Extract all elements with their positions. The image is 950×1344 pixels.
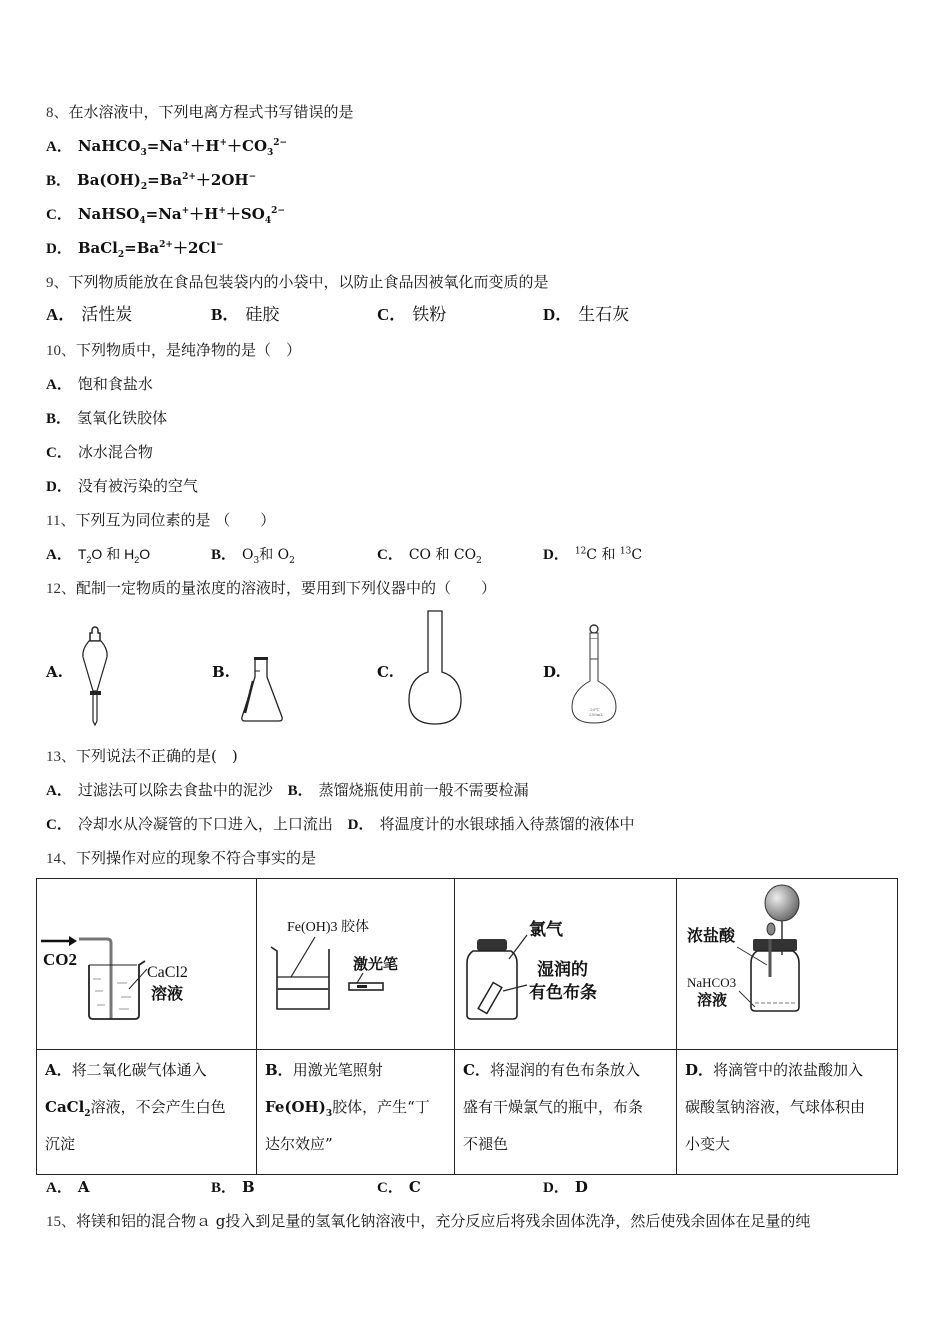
option-letter: A． [46, 377, 72, 393]
option-text: 氢氧化铁胶体 [77, 409, 168, 427]
option-text: 冷却水从冷凝管的下口进入，上口流出 [77, 815, 333, 833]
svg-text:湿润的: 湿润的 [537, 960, 588, 980]
question-number: 8、 [46, 105, 69, 121]
question-number: 11、 [46, 513, 76, 529]
option-formula: $NaHSO_4=Na^++H^++SO_4^{2-}$ [77, 205, 285, 226]
svg-text:Fe(OH)3 胶体: Fe(OH)3 胶体 [287, 920, 370, 935]
option-formula: $Ba(OH)_2=Ba^{2+}+2OH^-$ [77, 171, 257, 192]
option-letter: D． [685, 1061, 714, 1079]
question-12-stem [46, 578, 496, 599]
q9-option-a[interactable] [46, 305, 132, 325]
question-15-stem [46, 1211, 810, 1232]
svg-text:20℃: 20℃ [590, 707, 600, 712]
description-line: 将滴管中的浓盐酸加入 [713, 1061, 864, 1079]
q10-option-c[interactable] [46, 442, 153, 463]
option-letter: B． [46, 411, 72, 427]
q13-option-c[interactable] [46, 815, 333, 833]
q8-option-d[interactable] [46, 238, 224, 259]
figure-c-cell [455, 879, 677, 1050]
option-text: $^{12}$C 和 $^{13}$C [574, 546, 643, 563]
svg-text:氯气: 氯气 [529, 920, 563, 940]
description-line: 碳酸氢钠溶液，气球体积由 [685, 1098, 866, 1116]
option-letter: C． [463, 1061, 490, 1079]
erlenmeyer-flask-icon[interactable] [238, 655, 288, 725]
question-text: 配制一定物质的量浓度的溶液时，要用到下列仪器中的（ ） [76, 579, 497, 597]
option-letter: B． [211, 547, 237, 563]
question-11-stem [46, 510, 275, 531]
description-line: 达尔效应” [265, 1135, 333, 1153]
option-letter: C． [377, 547, 403, 563]
volumetric-flask-icon[interactable] [568, 623, 620, 727]
question-text: 下列操作对应的现象不符合事实的是 [76, 849, 317, 867]
option-letter: A． [46, 547, 72, 563]
svg-text:250mL: 250mL [589, 712, 604, 717]
description-line: 将二氧化碳气体通入 [71, 1061, 207, 1079]
question-10-stem [46, 340, 301, 361]
svg-text:溶液: 溶液 [697, 991, 728, 1009]
question-8-stem [46, 102, 354, 123]
figure-b-cell [257, 879, 455, 1050]
question-number: 15、 [46, 1214, 77, 1230]
option-letter: D. [543, 663, 561, 681]
option-text: 将温度计的水银球插入待蒸馏的液体中 [379, 815, 635, 833]
option-text: 过滤法可以除去食盐中的泥沙 [77, 781, 273, 799]
co2-cacl2-beaker-figure [37, 879, 255, 1047]
q11-options [46, 544, 846, 564]
q13-options-row2 [46, 814, 635, 835]
option-text: 硅胶 [245, 305, 280, 325]
q11-option-d[interactable] [543, 544, 642, 565]
option-letter: C． [46, 445, 72, 461]
svg-text:溶液: 溶液 [151, 984, 184, 1003]
option-text: $O_3$和 $O_2$ [242, 547, 295, 566]
option-letter: C. [377, 663, 394, 681]
option-formula: $BaCl_2=Ba^{2+}+2Cl^-$ [77, 239, 224, 260]
option-letter: A． [46, 1180, 72, 1196]
round-bottom-flask-icon[interactable] [405, 610, 465, 726]
description-line: 沉淀 [45, 1135, 76, 1153]
option-letter: D． [46, 479, 72, 495]
question-text: 在水溶液中，下列电离方程式书写错误的是 [68, 103, 354, 121]
option-text: 没有被污染的空气 [77, 477, 198, 495]
question-text: 下列互为同位素的是 （ ） [75, 511, 276, 529]
q8-option-c[interactable] [46, 204, 285, 225]
separatory-funnel-icon[interactable] [75, 625, 115, 727]
question-text: 将镁和铝的混合物ａ g投入到足量的氢氧化钠溶液中，充分反应后将残余固体洗净，然后使残余固体在足量的纯 [76, 1212, 811, 1230]
q8-option-a[interactable] [46, 136, 287, 157]
question-number: 9、 [46, 275, 69, 291]
svg-text:浓盐酸: 浓盐酸 [687, 926, 736, 945]
option-letter: B. [212, 663, 230, 681]
question-number: 14、 [46, 851, 77, 867]
option-letter: B． [46, 173, 72, 189]
option-letter: B． [265, 1061, 293, 1079]
figure-a-cell [37, 879, 257, 1050]
description-line: 不褪色 [463, 1135, 509, 1153]
description-line: 将湿润的有色布条放入 [489, 1061, 640, 1079]
question-number: 12、 [46, 581, 77, 597]
q14-option-b[interactable] [211, 1177, 255, 1198]
q13-option-d[interactable] [348, 815, 635, 833]
chlorine-bottle-figure [455, 879, 675, 1047]
option-text: 生石灰 [578, 305, 630, 325]
q14-option-a[interactable] [46, 1177, 89, 1198]
option-text: A [77, 1178, 90, 1196]
q11-option-a[interactable] [46, 544, 150, 565]
svg-text:有色布条: 有色布条 [529, 983, 597, 1003]
q12-option-a-label[interactable] [46, 662, 63, 682]
question-9-stem [46, 272, 549, 293]
q12-option-b-label[interactable] [212, 662, 230, 682]
option-formula: $NaHCO_3=Na^++H^++CO_3^{2-}$ [77, 137, 288, 158]
q13-options-row1 [46, 780, 529, 801]
option-text: 饱和食盐水 [77, 375, 153, 393]
option-text: 蒸馏烧瓶使用前一般不需要检漏 [318, 781, 529, 799]
option-letter: A． [45, 1061, 72, 1079]
q8-option-b[interactable] [46, 170, 256, 191]
option-letter: C． [377, 305, 407, 324]
q9-options [46, 305, 846, 327]
q14-experiment-table [36, 878, 898, 1175]
option-letter: C． [377, 1180, 403, 1196]
option-text: $T_2O$ 和 $H_2O$ [77, 546, 151, 565]
q14-options [46, 1177, 846, 1197]
option-letter: B． [211, 1180, 237, 1196]
option-text: 冰水混合物 [77, 443, 153, 461]
question-text: 下列物质中，是纯净物的是（ ） [76, 341, 302, 359]
q14-option-c[interactable] [377, 1177, 421, 1198]
option-text: B [242, 1178, 255, 1196]
description-line: 小变大 [685, 1135, 731, 1153]
q10-option-a[interactable] [46, 374, 153, 395]
q9-option-c[interactable] [377, 305, 446, 325]
option-letter: A． [46, 305, 76, 324]
option-text: 活性炭 [81, 305, 133, 325]
description-b [257, 1050, 455, 1175]
svg-text:激光笔: 激光笔 [353, 955, 399, 973]
option-letter: C． [46, 207, 72, 223]
option-letter: A． [46, 139, 72, 155]
svg-text:CO2: CO2 [43, 950, 77, 969]
q9-option-d[interactable] [543, 305, 629, 325]
option-letter: D． [543, 1180, 569, 1196]
description-d [677, 1050, 898, 1175]
description-line: 盛有干燥氯气的瓶中，布条 [463, 1098, 644, 1116]
question-number: 10、 [46, 343, 77, 359]
q10-option-d[interactable] [46, 476, 198, 497]
question-text: 下列物质能放在食品包装袋内的小袋中，以防止食品因被氧化而变质的是 [68, 273, 549, 291]
q11-option-b[interactable] [211, 544, 295, 565]
option-letter: D． [543, 547, 569, 563]
option-letter: D． [347, 817, 374, 833]
question-text: 下列说法不正确的是( ) [76, 747, 238, 765]
question-13-stem [46, 746, 238, 767]
question-14-stem [46, 848, 316, 869]
option-letter: C． [46, 817, 72, 833]
description-c [455, 1050, 677, 1175]
q12-option-c-label[interactable] [377, 662, 394, 682]
q13-option-a[interactable] [46, 781, 273, 799]
option-text: 铁粉 [412, 305, 447, 325]
option-letter: D． [46, 241, 72, 257]
option-text: CO 和 $CO_2$ [408, 547, 482, 566]
q13-option-b[interactable] [288, 781, 529, 799]
description-a [37, 1050, 257, 1175]
q9-option-b[interactable] [211, 305, 279, 325]
description-line: CaCl$_2$溶液，不会产生白色 [45, 1098, 226, 1119]
svg-text:NaHCO3: NaHCO3 [687, 975, 737, 990]
svg-text:CaCl2: CaCl2 [147, 964, 188, 981]
description-line: $Fe(OH)_3$胶体，产生“丁 [265, 1098, 430, 1119]
q10-option-b[interactable] [46, 408, 167, 429]
laser-colloid-figure [257, 879, 453, 1047]
figure-d-cell [677, 879, 898, 1050]
option-text: D [574, 1178, 588, 1196]
question-number: 13、 [46, 749, 77, 765]
option-letter: A． [46, 783, 72, 799]
option-letter: B． [287, 783, 313, 799]
option-text: C [408, 1178, 421, 1196]
q12-option-d-label[interactable] [543, 662, 561, 682]
option-letter: D． [543, 305, 573, 324]
description-line: 用激光笔照射 [292, 1061, 383, 1079]
option-letter: B． [211, 305, 240, 324]
q14-option-d[interactable] [543, 1177, 588, 1198]
nahco3-balloon-figure [677, 879, 896, 1047]
q11-option-c[interactable] [377, 544, 482, 565]
option-letter: A. [46, 663, 63, 681]
